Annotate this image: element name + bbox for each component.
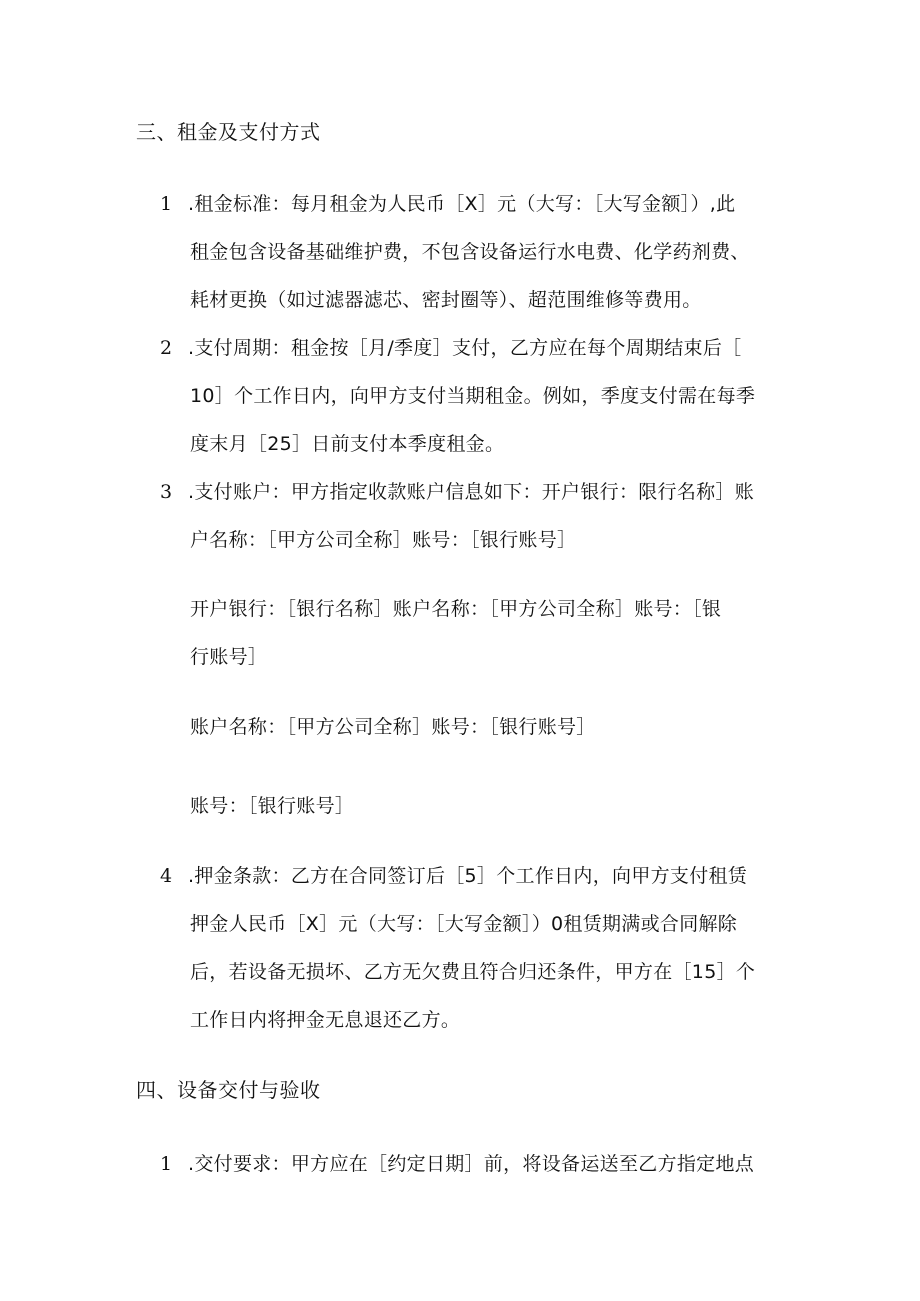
- item-number: 4: [160, 865, 173, 887]
- paragraph-line: 租金包含设备基础维护费，不包含设备运行水电费、化学药剂费、: [190, 241, 750, 263]
- paragraph-line: 度末月［25］日前支付本季度租金。: [190, 433, 505, 455]
- paragraph-line: 工作日内将押金无息退还乙方。: [190, 1009, 461, 1031]
- paragraph-line: 后，若设备无损坏、乙方无欠费且符合归还条件，甲方在［15］个: [190, 961, 756, 983]
- paragraph-line: 户名称：［甲方公司全称］账号：［银行账号］: [190, 529, 577, 551]
- account-info-line: 行账号］: [190, 646, 268, 668]
- paragraph-line: .押金条款：乙方在合同签订后［5］个工作日内，向甲方支付租赁: [188, 865, 748, 887]
- account-info-line: 开户银行：［银行名称］账户名称：［甲方公司全称］账号：［银: [190, 598, 722, 620]
- section-heading-rent-payment: 三、租金及支付方式: [136, 120, 321, 144]
- item-number: 1: [160, 1153, 173, 1175]
- item-number: 1: [160, 193, 173, 215]
- paragraph-line: 押金人民币［X］元（大写：［大写金额］）0租赁期满或合同解除: [190, 913, 738, 935]
- paragraph-line: .支付账户：甲方指定收款账户信息如下：开户银行：限行名称］账: [188, 481, 755, 503]
- paragraph-line: 耗材更换（如过滤器滤芯、密封圈等）、超范围维修等费用。: [190, 289, 702, 311]
- section-heading-delivery-acceptance: 四、设备交付与验收: [136, 1078, 321, 1102]
- item-number: 2: [160, 337, 173, 359]
- paragraph-line: .交付要求：甲方应在［约定日期］前，将设备运送至乙方指定地点: [188, 1153, 755, 1175]
- paragraph-line: .租金标准：每月租金为人民币［X］元（大写：［大写金额］）,此: [188, 193, 736, 215]
- item-number: 3: [160, 481, 173, 503]
- account-info-line: 账号：［银行账号］: [190, 795, 355, 817]
- paragraph-line: 10］个工作日内，向甲方支付当期租金。例如，季度支付需在每季: [190, 385, 756, 407]
- account-info-line: 账户名称：［甲方公司全称］账号：［银行账号］: [190, 716, 596, 738]
- paragraph-line: .支付周期：租金按［月/季度］支付，乙方应在每个周期结束后［: [188, 337, 742, 359]
